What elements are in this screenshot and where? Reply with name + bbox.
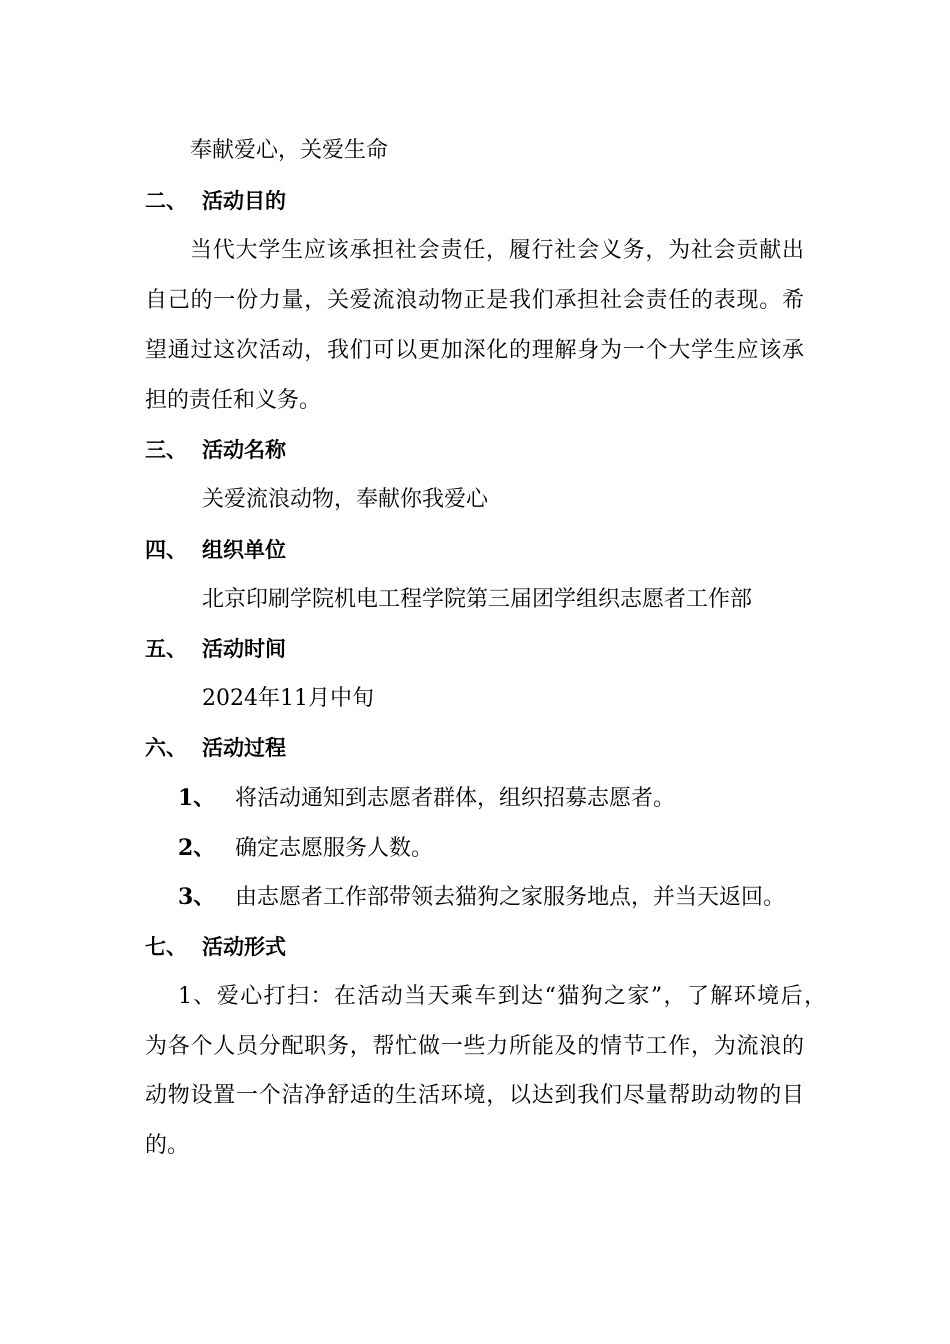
section-body: 2024年11月中旬 <box>202 686 374 711</box>
paragraph-line: 1、爱心打扫：在活动当天乘车到达“猫狗之家”，了解环境后， <box>178 984 826 1009</box>
paragraph-line: 担的责任和义务。 <box>145 388 322 413</box>
section-number: 三、 <box>145 438 187 462</box>
section-title: 活动形式 <box>202 935 286 959</box>
section-title: 活动时间 <box>202 637 286 661</box>
section-number: 六、 <box>145 736 187 760</box>
section-body: 北京印刷学院机电工程学院第三届团学组织志愿者工作部 <box>202 587 753 612</box>
section-number: 四、 <box>145 538 187 562</box>
section-number: 二、 <box>145 189 187 213</box>
section-heading-time <box>145 634 286 664</box>
list-item <box>178 833 433 864</box>
paragraph-line: 望通过这次活动，我们可以更加深化的理解身为一个大学生应该承 <box>145 338 804 363</box>
section-heading-organizer <box>145 535 286 565</box>
section-heading-purpose <box>145 186 286 216</box>
section-title: 活动目的 <box>202 189 286 213</box>
section-number: 五、 <box>145 637 187 661</box>
section-title: 组织单位 <box>202 538 286 562</box>
list-item-number: 2、 <box>178 835 216 861</box>
list-item-number: 3、 <box>178 884 216 910</box>
section-title: 活动过程 <box>202 736 286 760</box>
intro-text: 奉献爱心，关爱生命 <box>190 138 389 163</box>
paragraph-line: 动物设置一个洁净舒适的生活环境，以达到我们尽量帮助动物的目 <box>145 1083 804 1108</box>
section-heading-name <box>145 435 286 465</box>
list-item-text: 确定志愿服务人数。 <box>235 836 434 861</box>
list-item-number: 1、 <box>178 785 216 811</box>
section-number: 七、 <box>145 935 187 959</box>
list-item-text: 将活动通知到志愿者群体，组织招募志愿者。 <box>235 786 676 811</box>
section-body: 关爱流浪动物，奉献你我爱心 <box>202 487 489 512</box>
paragraph-line: 为各个人员分配职务，帮忙做一些力所能及的情节工作，为流浪的 <box>145 1034 804 1059</box>
section-title: 活动名称 <box>202 438 286 462</box>
paragraph-line: 自己的一份力量，关爱流浪动物正是我们承担社会责任的表现。希 <box>145 288 804 313</box>
list-item <box>178 882 785 913</box>
paragraph-line: 的。 <box>145 1133 190 1158</box>
list-item-text: 由志愿者工作部带领去猫狗之家服务地点，并当天返回。 <box>235 885 786 910</box>
list-item <box>178 783 675 814</box>
section-heading-process <box>145 733 286 763</box>
paragraph-line: 当代大学生应该承担社会责任，履行社会义务，为社会贡献出 <box>190 238 804 263</box>
section-heading-format <box>145 932 286 962</box>
